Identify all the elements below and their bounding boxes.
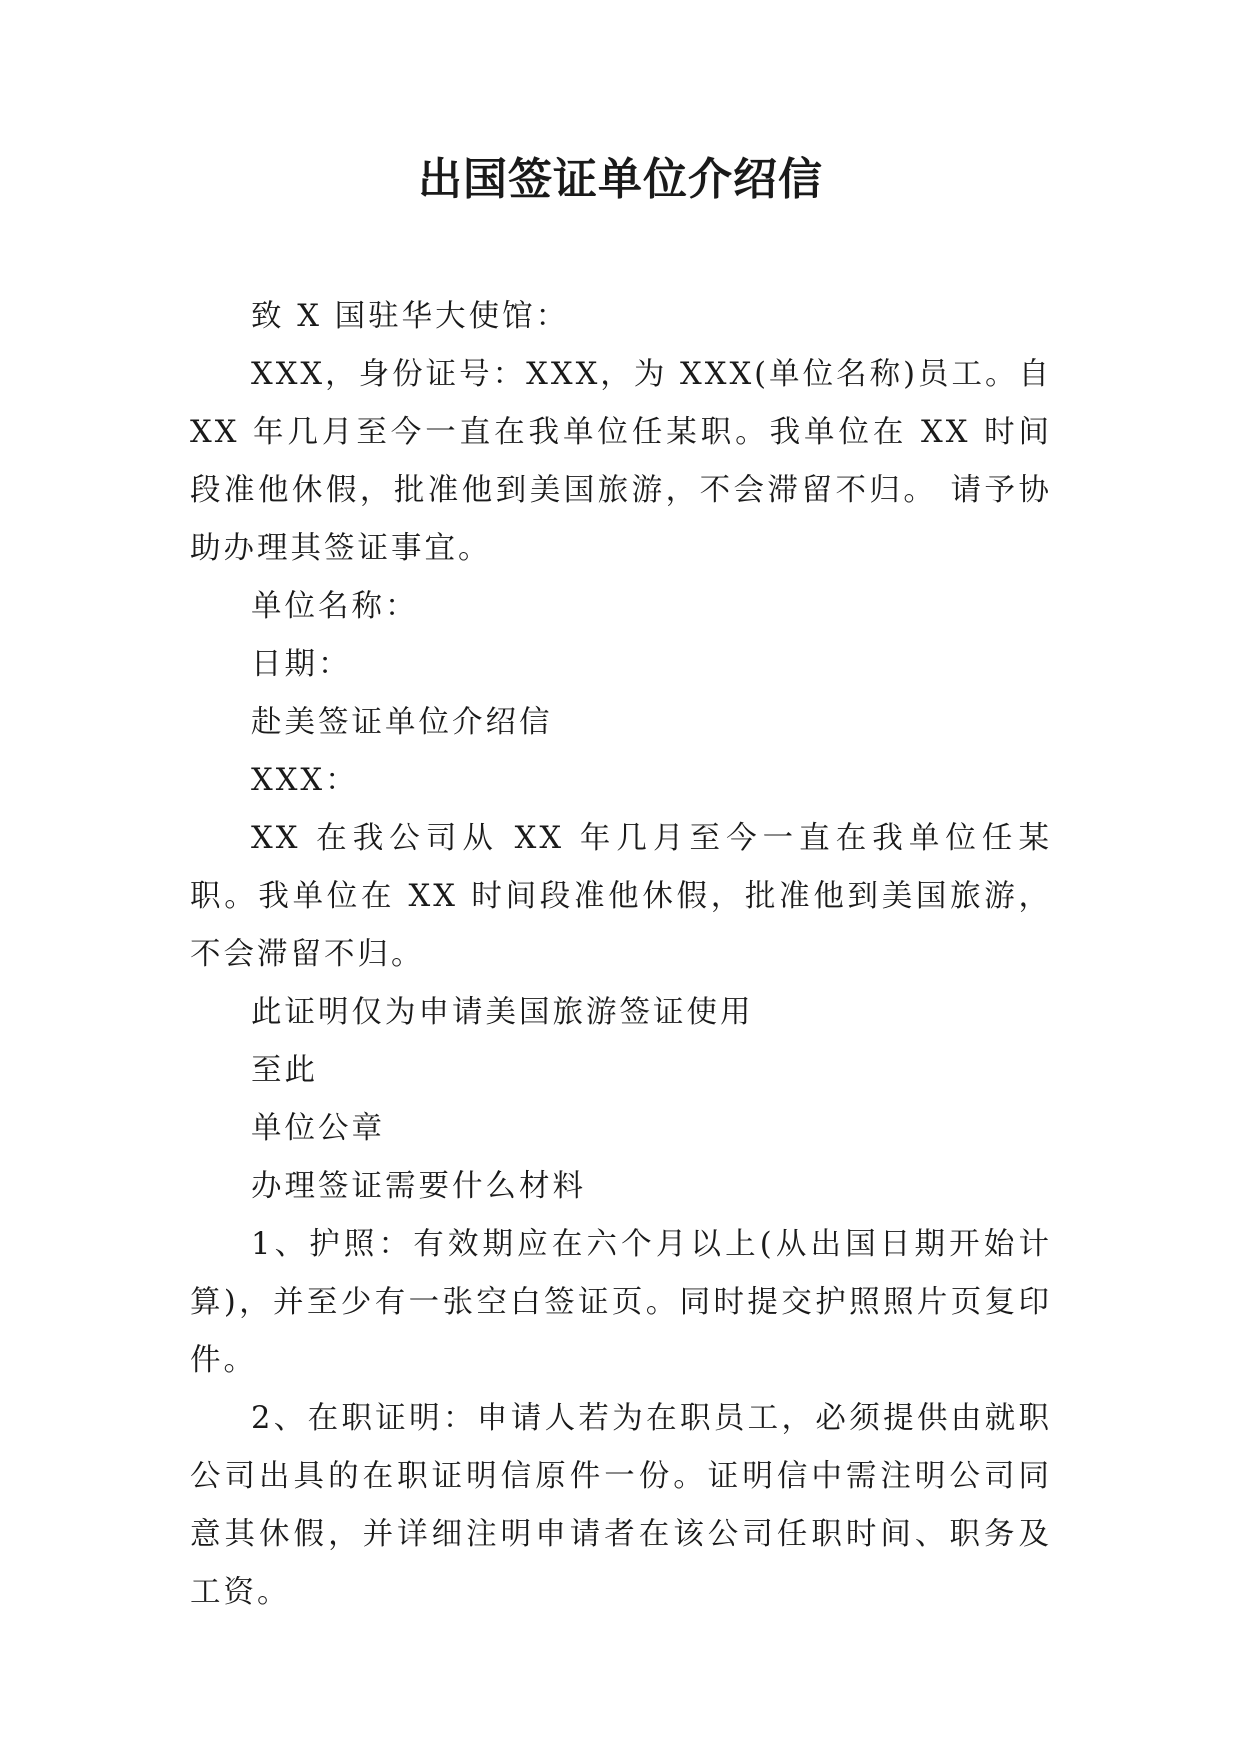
- paragraph-unit-name: 单位名称：: [251, 589, 419, 624]
- paragraph-employment-proof-item: 2、在职证明：申请人若为在职员工，必须提供由就职公司出具的在职证明信原件一份。证明信中需注明公司同意其休假，并详细注明申请者在该公司任职时间、职务及工资。: [190, 1401, 1052, 1610]
- paragraph-seal: 单位公章: [251, 1111, 385, 1146]
- paragraph-introduction: XXX，身份证号：XXX，为 XXX(单位名称)员工。自 XX 年几月至今一直在我单位任某职。我单位在 XX 时间段准他休假，批准他到美国旅游，不会滞留不归。 请予协助办理其签证事宜。: [190, 357, 1052, 566]
- paragraph-employment-statement: XX 在我公司从 XX 年几月至今一直在我单位任某职。我单位在 XX 时间段准他休假，批准他到美国旅游，不会滞留不归。: [190, 821, 1052, 972]
- paragraph-closing: 至此: [251, 1053, 318, 1088]
- paragraph-date: 日期：: [251, 647, 352, 682]
- paragraph-usage-note: 此证明仅为申请美国旅游签证使用: [251, 995, 754, 1030]
- paragraph-materials-heading: 办理签证需要什么材料: [251, 1169, 586, 1204]
- paragraph-subtitle: 赴美签证单位介绍信: [251, 705, 553, 740]
- paragraph-salutation: 致 X 国驻华大使馆：: [251, 299, 570, 334]
- document-body: [190, 288, 1052, 1622]
- paragraph-addressee: XXX：: [251, 763, 359, 798]
- paragraph-passport-item: 1、护照：有效期应在六个月以上(从出国日期开始计算)，并至少有一张空白签证页。同时提交护照照片页复印件。: [190, 1227, 1052, 1378]
- document-title: 出国签证单位介绍信: [418, 154, 823, 205]
